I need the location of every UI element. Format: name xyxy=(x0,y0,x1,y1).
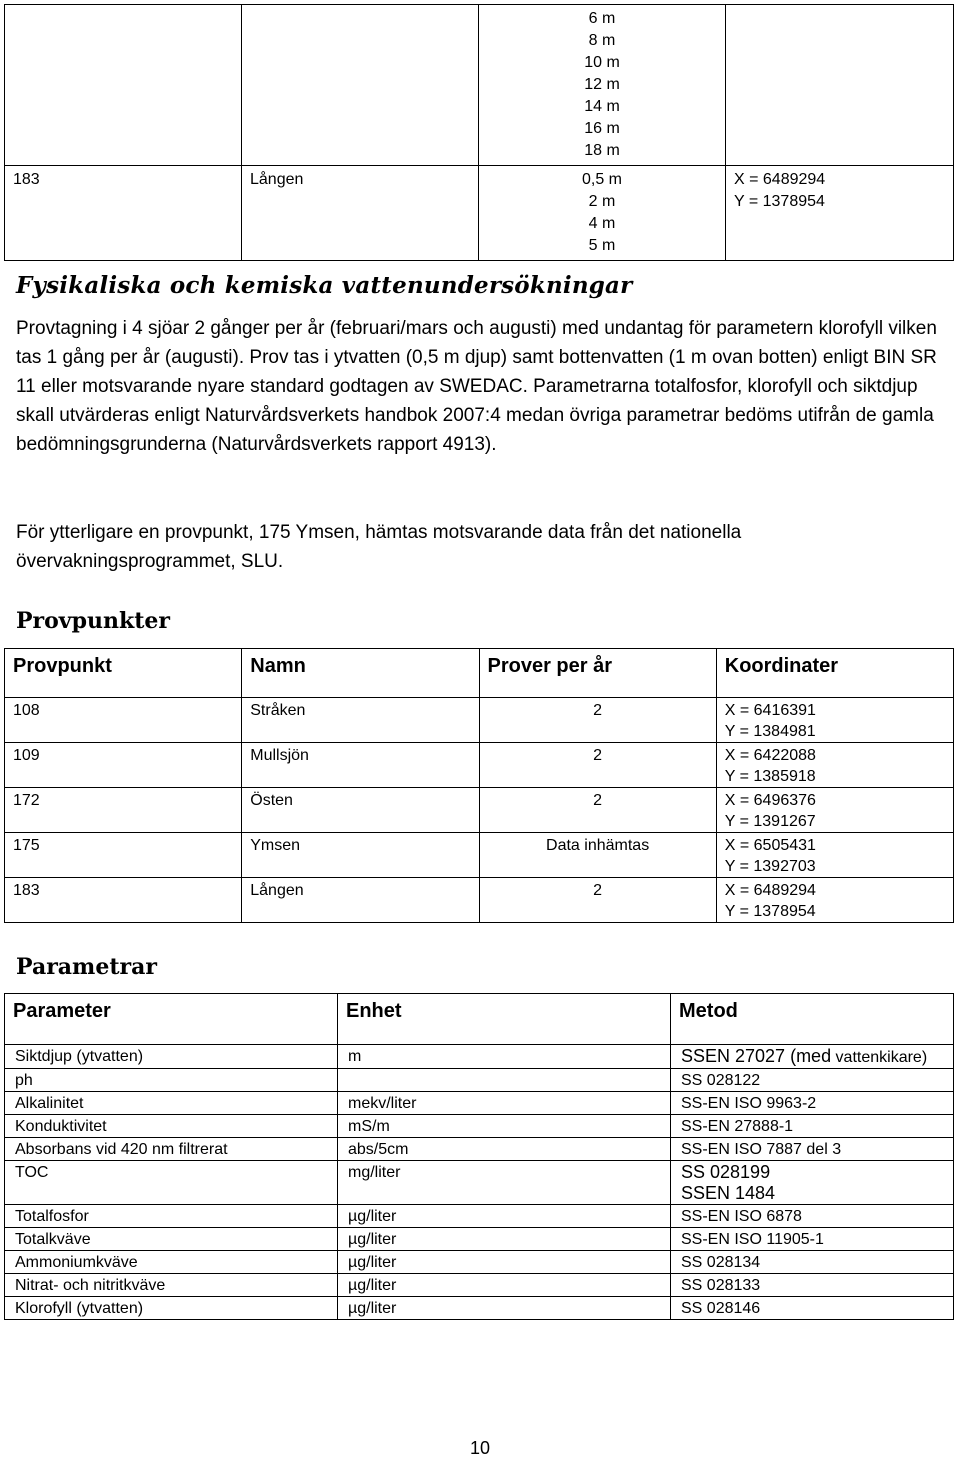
parameter-unit: mg/liter xyxy=(338,1161,671,1205)
point-id: 183 xyxy=(5,878,242,923)
page-number: 10 xyxy=(469,1438,491,1458)
coordinate-y: Y = 1385918 xyxy=(724,768,816,785)
coordinates xyxy=(716,878,953,923)
coordinate-y: Y = 1391267 xyxy=(724,813,816,830)
method-text: SSEN 27027 (med xyxy=(681,1046,832,1066)
sample-count: 2 xyxy=(479,743,716,788)
sample-count: 2 xyxy=(479,878,716,923)
depth-list xyxy=(479,5,726,166)
table-row xyxy=(5,743,954,788)
parameter-method: SS-EN 27888-1 xyxy=(671,1115,954,1138)
table-row xyxy=(5,1274,954,1297)
coordinates xyxy=(716,833,953,878)
table-header-row xyxy=(5,649,954,698)
depth-value: 16 m xyxy=(584,120,620,137)
table-row xyxy=(5,1115,954,1138)
parameter-name: Ammoniumkväve xyxy=(5,1251,338,1274)
depth-value: 12 m xyxy=(584,76,620,93)
coordinates xyxy=(716,743,953,788)
column-header: Parameter xyxy=(5,994,338,1045)
continued-sampling-table xyxy=(4,4,954,261)
point-name: Östen xyxy=(242,788,479,833)
section-heading: Fysikaliska och kemiska vattenundersökningar xyxy=(16,272,633,299)
table-row xyxy=(5,1205,954,1228)
paragraph: För ytterligare en provpunkt, 175 Ymsen, hämtas motsvarande data från det nationella övervakningsprogrammet, SLU. xyxy=(16,522,742,572)
parameter-name: Klorofyll (ytvatten) xyxy=(5,1297,338,1320)
depth-value: 5 m xyxy=(588,237,616,254)
table-row xyxy=(5,1228,954,1251)
continued-depth-row xyxy=(5,5,954,166)
parameter-method xyxy=(671,1045,954,1069)
table-row xyxy=(5,1161,954,1205)
table-row xyxy=(5,698,954,743)
column-header: Koordinater xyxy=(716,649,953,698)
coordinates xyxy=(726,166,954,261)
parameter-name: Absorbans vid 420 nm filtrerat xyxy=(5,1138,338,1161)
parameter-method: SS-EN ISO 11905-1 xyxy=(671,1228,954,1251)
point-name: Mullsjön xyxy=(242,743,479,788)
parameter-unit: µg/liter xyxy=(338,1228,671,1251)
table-row xyxy=(5,1069,954,1092)
depth-value: 6 m xyxy=(588,10,616,27)
coordinate-x: X = 6422088 xyxy=(724,747,816,764)
table-row xyxy=(5,878,954,923)
paragraph: Provtagning i 4 sjöar 2 gånger per år (februari/mars och augusti) med undantag för parametern klorofyll vilken tas 1 gång per år (augusti). Prov tas i ytvatten (0,5 m djup) samt bottenvatten (1 m ovan botten) enligt BIN SR 11 eller motsvarande nyare standard godtagen av SWEDAC. Parametrarna totalfosfor, klorofyll och siktdjup skall utvärderas enligt Naturvårdsverkets handbok 2007:4 medan övriga parametrar bedöms utifrån de gamla bedömningsgrunderna (Naturvårdsverkets rapport 4913). xyxy=(16,318,937,455)
table-row xyxy=(5,1138,954,1161)
parameter-method: SS-EN ISO 7887 del 3 xyxy=(671,1138,954,1161)
point-name: Stråken xyxy=(242,698,479,743)
depth-value: 2 m xyxy=(588,193,616,210)
sample-count: 2 xyxy=(479,698,716,743)
parameter-unit: µg/liter xyxy=(338,1297,671,1320)
column-header: Prover per år xyxy=(479,649,716,698)
coordinate-x: X = 6489294 xyxy=(724,882,816,899)
parameter-name: Totalfosfor xyxy=(5,1205,338,1228)
point-id: 175 xyxy=(5,833,242,878)
column-header: Metod xyxy=(671,994,954,1045)
parameter-method: SS 028146 xyxy=(671,1297,954,1320)
parameter-name: ph xyxy=(5,1069,338,1092)
point-name: Ymsen xyxy=(242,833,479,878)
parametrar-heading: Parametrar xyxy=(16,954,157,980)
coordinate-y: Y = 1378954 xyxy=(734,193,825,210)
parameter-unit: abs/5cm xyxy=(338,1138,671,1161)
parameter-method xyxy=(671,1161,954,1205)
parameter-name: Siktdjup (ytvatten) xyxy=(5,1045,338,1069)
table-header-row xyxy=(5,994,954,1045)
coordinate-x: X = 6489294 xyxy=(734,171,826,188)
parameter-method: SS-EN ISO 6878 xyxy=(671,1205,954,1228)
table-row xyxy=(5,1092,954,1115)
parameter-method: SS-EN ISO 9963-2 xyxy=(671,1092,954,1115)
table-row xyxy=(5,1297,954,1320)
depth-value: 14 m xyxy=(584,98,620,115)
point-id: 108 xyxy=(5,698,242,743)
table-row xyxy=(5,1045,954,1069)
provpunkter-heading: Provpunkter xyxy=(16,608,170,634)
parameter-unit: µg/liter xyxy=(338,1274,671,1297)
depth-value: 0,5 m xyxy=(581,171,622,188)
parameter-name: TOC xyxy=(5,1161,338,1205)
parameter-method: SS 028122 xyxy=(671,1069,954,1092)
point-name: Lången xyxy=(242,878,479,923)
method-note: vattenkikare) xyxy=(835,1049,928,1066)
coordinate-y: Y = 1378954 xyxy=(724,903,816,920)
point-id: 109 xyxy=(5,743,242,788)
coordinate-x: X = 6505431 xyxy=(724,837,816,854)
lake-name: Lången xyxy=(242,166,479,261)
depth-value: 10 m xyxy=(584,54,620,71)
coordinate-y: Y = 1392703 xyxy=(724,858,816,875)
column-header: Provpunkt xyxy=(5,649,242,698)
sample-count: 2 xyxy=(479,788,716,833)
method-text: SSEN 1484 xyxy=(681,1183,776,1203)
table-row xyxy=(5,1251,954,1274)
lake-id: 183 xyxy=(5,166,242,261)
parametrar-table xyxy=(4,993,954,1320)
coordinate-y: Y = 1384981 xyxy=(724,723,816,740)
coordinates xyxy=(716,698,953,743)
parameter-name: Konduktivitet xyxy=(5,1115,338,1138)
parameter-unit: µg/liter xyxy=(338,1251,671,1274)
method-text: SS 028199 xyxy=(681,1162,771,1182)
depth-list xyxy=(479,166,726,261)
parameter-unit xyxy=(338,1069,671,1092)
parameter-unit: m xyxy=(338,1045,671,1069)
parameter-name: Alkalinitet xyxy=(5,1092,338,1115)
parameter-method: SS 028133 xyxy=(671,1274,954,1297)
parameter-unit: µg/liter xyxy=(338,1205,671,1228)
depth-value: 18 m xyxy=(584,142,620,159)
sample-count: Data inhämtas xyxy=(479,833,716,878)
point-id: 172 xyxy=(5,788,242,833)
parameter-name: Totalkväve xyxy=(5,1228,338,1251)
coordinate-x: X = 6416391 xyxy=(724,702,816,719)
depth-value: 4 m xyxy=(588,215,616,232)
coordinate-x: X = 6496376 xyxy=(724,792,816,809)
parameter-unit: mS/m xyxy=(338,1115,671,1138)
parameter-unit: mekv/liter xyxy=(338,1092,671,1115)
coordinates xyxy=(716,788,953,833)
column-header: Enhet xyxy=(338,994,671,1045)
parameter-method: SS 028134 xyxy=(671,1251,954,1274)
table-row xyxy=(5,833,954,878)
table-row xyxy=(5,788,954,833)
column-header: Namn xyxy=(242,649,479,698)
depth-value: 8 m xyxy=(588,32,616,49)
table-row xyxy=(5,166,954,261)
provpunkter-table xyxy=(4,648,954,923)
parameter-name: Nitrat- och nitritkväve xyxy=(5,1274,338,1297)
